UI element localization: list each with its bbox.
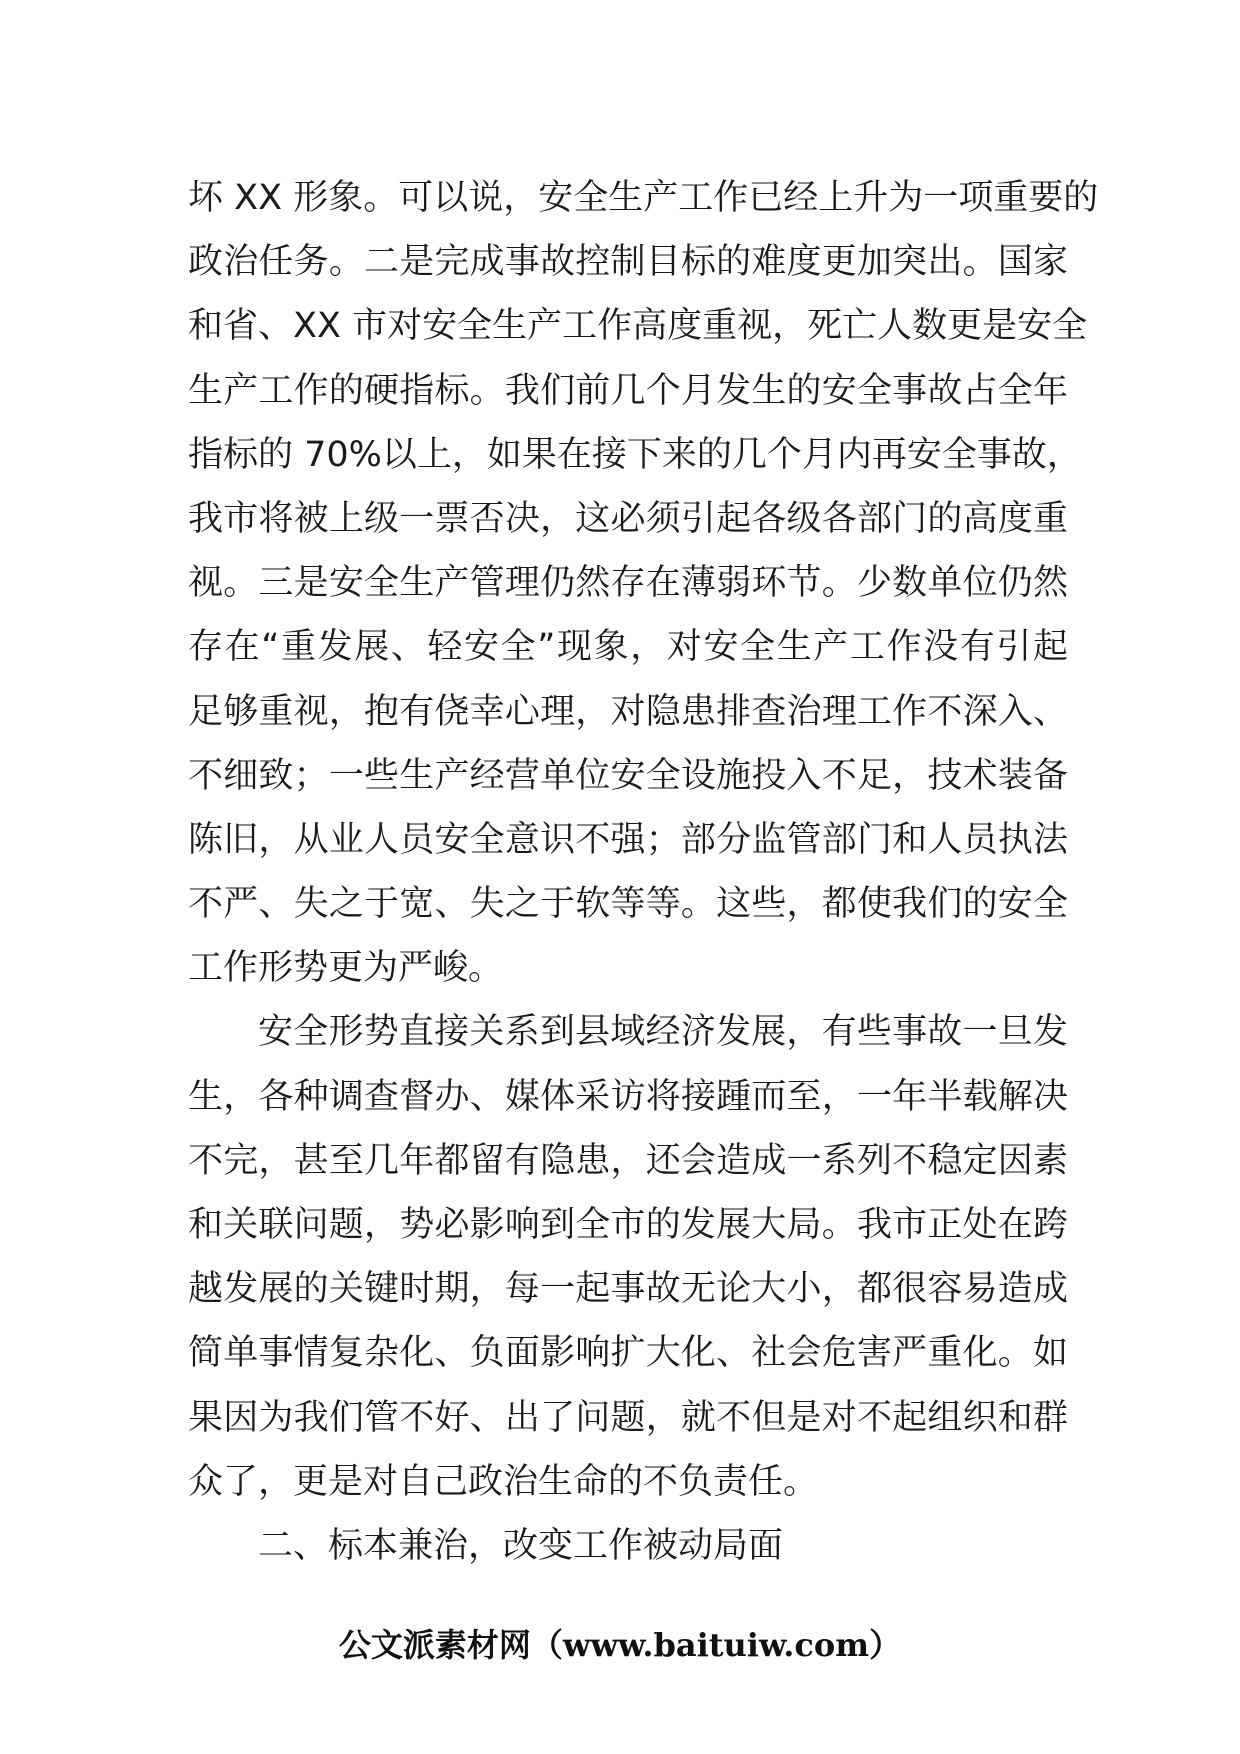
text-line: 坏 XX 形象。可以说，安全生产工作已经上升为一项重要的 bbox=[188, 178, 1099, 218]
text-line: 陈旧，从业人员安全意识不强；部分监管部门和人员执法 bbox=[188, 819, 1068, 860]
text-line: 足够重视，抱有侥幸心理，对隐患排查治理工作不深入、 bbox=[188, 691, 1068, 732]
text-line: 众了，更是对自己政治生命的不负责任。 bbox=[188, 1461, 819, 1502]
text-line: 生，各种调查督办、媒体采访将接踵而至，一年半载解决 bbox=[188, 1076, 1068, 1117]
text-line: 不细致；一些生产经营单位安全设施投入不足，技术装备 bbox=[188, 755, 1068, 796]
section-heading: 二、标本兼治，改变工作被动局面 bbox=[258, 1525, 784, 1566]
text-line: 视。三是安全生产管理仍然存在薄弱环节。少数单位仍然 bbox=[188, 563, 1068, 604]
text-line: 简单事情复杂化、负面影响扩大化、社会危害严重化。如 bbox=[188, 1333, 1068, 1374]
text-line: 越发展的关键时期，每一起事故无论大小，都很容易造成 bbox=[188, 1269, 1068, 1310]
text-line: 工作形势更为严峻。 bbox=[188, 948, 504, 989]
text-line: 我市将被上级一票否决，这必须引起各级各部门的高度重 bbox=[188, 498, 1068, 539]
text-line: 不严、失之于宽、失之于软等等。这些，都使我们的安全 bbox=[188, 884, 1068, 925]
text-line: 安全形势直接关系到县域经济发展，有些事故一旦发 bbox=[258, 1012, 1068, 1053]
text-line: 政治任务。二是完成事故控制目标的难度更加突出。国家 bbox=[188, 242, 1068, 283]
text-line: 生产工作的硬指标。我们前几个月发生的安全事故占全年 bbox=[188, 370, 1068, 411]
document-body bbox=[188, 166, 1099, 1578]
text-line: 指标的 70%以上，如果在接下来的几个月内再安全事故， bbox=[188, 434, 1082, 475]
text-line: 和关联问题，势必影响到全市的发展大局。我市正处在跨 bbox=[188, 1205, 1068, 1245]
text-line: 和省、XX 市对安全生产工作高度重视，死亡人数更是安全 bbox=[188, 306, 1088, 347]
footer-watermark: 公文派素材网（www.baituiw.com） bbox=[338, 1626, 902, 1664]
text-line: 不完，甚至几年都留有隐患，还会造成一系列不稳定因素 bbox=[188, 1140, 1068, 1181]
text-line: 存在“重发展、轻安全”现象，对安全生产工作没有引起 bbox=[188, 627, 1068, 668]
text-line: 果因为我们管不好、出了问题，就不但是对不起组织和群 bbox=[188, 1397, 1068, 1438]
